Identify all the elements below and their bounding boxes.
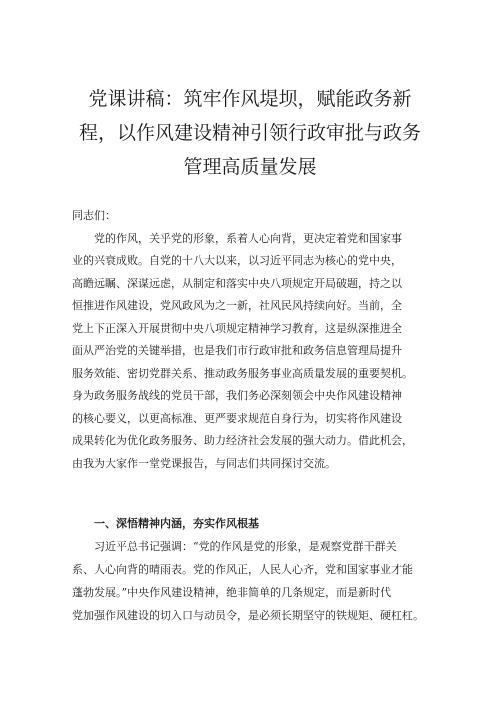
paragraph-1 [72,228,434,476]
paragraph-1-line: 的核心要义，以更高标准、更严要求规范自身行为，切实将作风建设 [72,411,402,425]
paragraph-1-line: 高瞻远瞩、深谋远虑，从制定和落实中央八项规定开局破题，持之以 [72,276,402,290]
paragraph-2-line: 习近平总书记强调：“党的作风是党的形象，是观察党群干群关 [94,540,397,553]
section-1-heading: 一、深悟精神内涵，夯实作风根基 [94,517,259,530]
paragraph-2 [72,535,434,627]
paragraph-1-line: 恒推进作风建设，党风政风为之一新，社风民风持续向好。当前，全 [72,299,402,312]
paragraph-1-line: 党的作风，关乎党的形象，系着人心向背，更决定着党和国家事 [94,231,402,245]
title-line-2: 程，以作风建设精神引领行政审批与政务 [78,122,421,144]
paragraph-1-line: 身为政务服务战线的党员干部，我们务必深刻领会中央作风建设精神 [72,389,402,402]
paragraph-1-line: 党上下正深入开展贯彻中央八项规定精神学习教育，这是纵深推进全 [72,321,402,335]
paragraph-1-line: 成果转化为优化政务服务、助力经济社会发展的强大动力。借此机会， [72,434,413,447]
salutation: 同志们： [72,209,116,222]
document-title [40,82,460,184]
document-body [72,205,434,475]
section-1 [72,512,434,627]
paragraph-2-line: 蓬勃发展。”中央作风建设精神，绝非简单的几条规定，而是新时代 [72,586,392,599]
title-line-3: 管理高质量发展 [183,156,317,178]
paragraph-1-line: 服务效能、密切党群关系、推动政务服务事业高质量发展的重要契机。 [72,366,413,380]
paragraph-2-line: 党加强作风建设的切入口与动员令，是必须长期坚守的铁规矩、硬杠杠。 [72,609,424,622]
title-line-1: 党课讲稿：筑牢作风堤坝，赋能政务新 [88,88,412,110]
paragraph-1-line: 由我为大家作一堂党课报告，与同志们共同探讨交流。 [72,456,336,470]
paragraph-1-line: 面从严治党的关键举措，也是我们市行政审批和政务信息管理局提升 [72,344,402,357]
paragraph-1-line: 业的兴衰成败。自党的十八大以来，以习近平同志为核心的党中央， [72,254,402,267]
paragraph-2-line: 系、人心向背的晴雨表。党的作风正，人民人心齐，党和国家事业才能 [72,563,413,576]
